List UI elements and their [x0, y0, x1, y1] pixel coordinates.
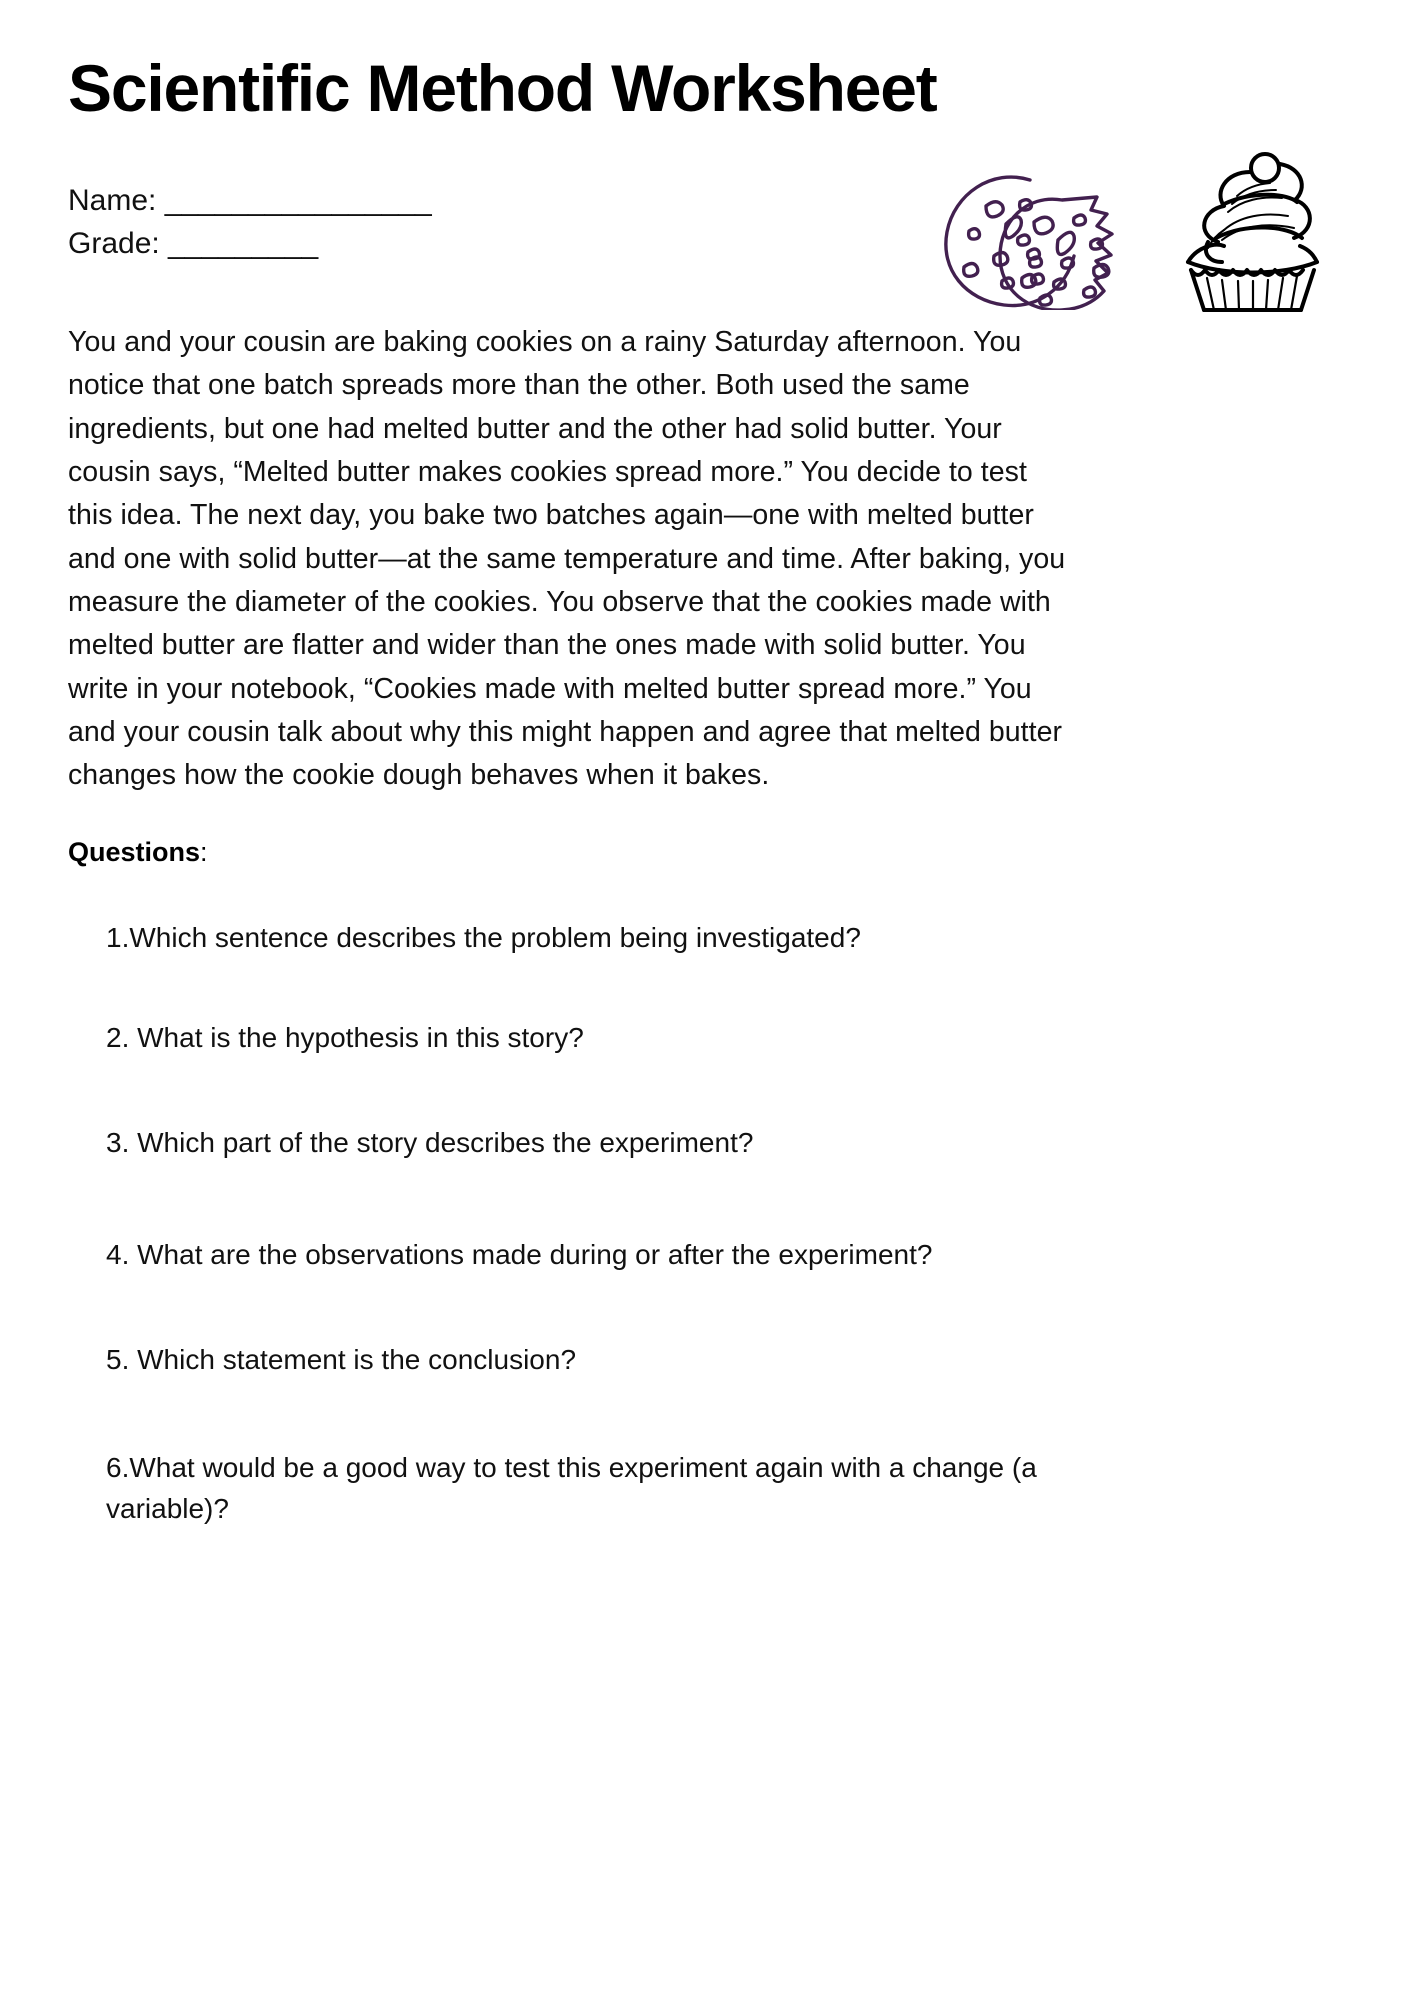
- questions-list: [68, 871, 1346, 1529]
- page-title: Scientific Method Worksheet: [68, 51, 937, 125]
- questions-heading-word: Questions: [68, 836, 201, 867]
- question-item-5: 5. Which statement is the conclusion?: [106, 1344, 577, 1376]
- name-field-line[interactable]: Name: ________________: [68, 183, 432, 217]
- question-item-2: 2. What is the hypothesis in this story?: [106, 1021, 584, 1053]
- question-item-1: 1.Which sentence describes the problem being investigated?: [106, 922, 861, 954]
- story-paragraph: You and your cousin are baking cookies on a rainy Saturday afternoon. You notice that one batch spreads more than the other. Both used the same ingredients, but one had melted butter and the other had solid butter. Your cousin says, “Melted butter makes cookies spread more.” You decide to test this idea. The next day, you bake two batches again—one with melted butter and one with solid butter—at the same temperature and time. After baking, you measure the diameter of the cookies. You observe that the cookies made with melted butter are flatter and wider than the ones made with solid butter. You write in your notebook, “Cookies made with melted butter spread more.” You and your cousin talk about why this might happen and agree that melted butter changes how the cookie dough behaves when it bakes.: [68, 326, 1066, 792]
- student-info-block: [68, 180, 1346, 265]
- question-item-4: 4. What are the observations made during or after the experiment?: [106, 1238, 933, 1270]
- question-item-6: 6.What would be a good way to test this experiment again with a change (a variable)?: [106, 1451, 1037, 1524]
- question-item-3: 3. Which part of the story describes the experiment?: [106, 1127, 754, 1159]
- grade-field-line[interactable]: Grade: _________: [68, 226, 319, 260]
- questions-heading-colon: :: [200, 836, 208, 867]
- questions-heading: [68, 798, 1346, 872]
